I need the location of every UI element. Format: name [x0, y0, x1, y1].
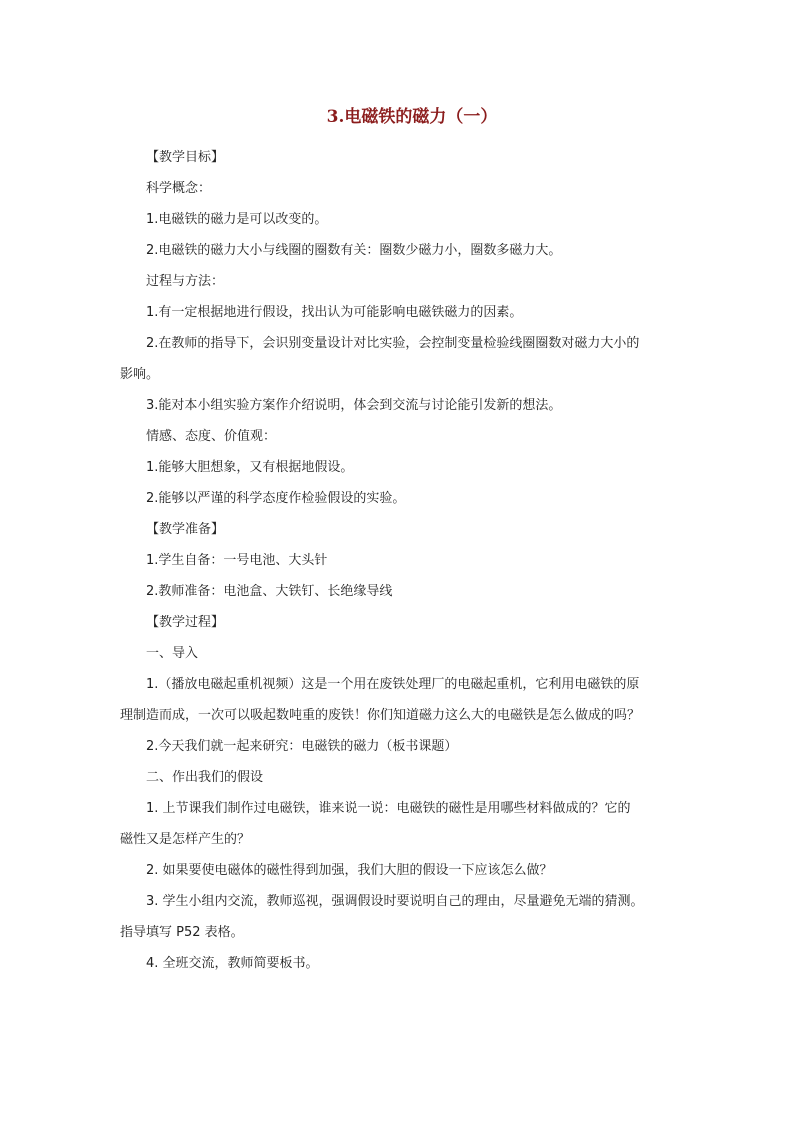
paragraph-line: 【教学过程】: [146, 615, 225, 630]
paragraph-line: 【教学准备】: [146, 522, 225, 537]
paragraph-line: 【教学目标】: [146, 150, 225, 165]
paragraph-line: 影响。: [120, 367, 160, 382]
paragraph-line: 指导填写 P52 表格。: [120, 925, 244, 940]
paragraph-line: 磁性又是怎样产生的？: [120, 832, 251, 847]
paragraph-line: 1.学生自备：一号电池、大头针: [146, 553, 328, 568]
paragraph-line: 4. 全班交流，教师简要板书。: [146, 956, 319, 971]
paragraph-line: 2.在教师的指导下，会识别变量设计对比实验，会控制变量检验线圈圈数对磁力大小的: [146, 336, 640, 351]
paragraph-line: 1.（播放电磁起重机视频）这是一个用在废铁处理厂的电磁起重机，它利用电磁铁的原: [146, 677, 640, 692]
paragraph-line: 2.电磁铁的磁力大小与线圈的圈数有关：圈数少磁力小，圈数多磁力大。: [146, 243, 562, 258]
document-title: 3.电磁铁的磁力（一）: [326, 107, 498, 127]
paragraph-line: 2.教师准备：电池盒、大铁钉、长绝缘导线: [146, 584, 393, 599]
paragraph-line: 3.能对本小组实验方案作介绍说明，体会到交流与讨论能引发新的想法。: [146, 398, 562, 413]
paragraph-line: 过程与方法：: [146, 274, 225, 289]
paragraph-line: 1. 上节课我们制作过电磁铁，谁来说一说：电磁铁的磁性是用哪些材料做成的？它的: [146, 801, 631, 816]
paragraph-line: 3. 学生小组内交流，教师巡视，强调假设时要说明自己的理由，尽量避免无端的猜测。: [146, 894, 644, 909]
paragraph-line: 1.能够大胆想象，又有根据地假设。: [146, 460, 354, 475]
paragraph-line: 二、作出我们的假设: [146, 770, 264, 785]
paragraph-line: 2.今天我们就一起来研究：电磁铁的磁力（板书课题）: [146, 739, 458, 754]
paragraph-line: 1.电磁铁的磁力是可以改变的。: [146, 212, 328, 227]
paragraph-line: 一、导入: [146, 646, 199, 661]
paragraph-line: 2. 如果要使电磁体的磁性得到加强，我们大胆的假设一下应该怎么做？: [146, 863, 553, 878]
paragraph-line: 科学概念：: [146, 181, 212, 196]
paragraph-line: 1.有一定根据地进行假设，找出认为可能影响电磁铁磁力的因素。: [146, 305, 523, 320]
paragraph-line: 2.能够以严谨的科学态度作检验假设的实验。: [146, 491, 406, 506]
document-body: [120, 142, 680, 979]
paragraph-line: 理制造而成，一次可以吸起数吨重的废铁！你们知道磁力这么大的电磁铁是怎么做成的吗？: [120, 708, 641, 723]
paragraph-line: 情感、态度、价值观：: [146, 429, 277, 444]
